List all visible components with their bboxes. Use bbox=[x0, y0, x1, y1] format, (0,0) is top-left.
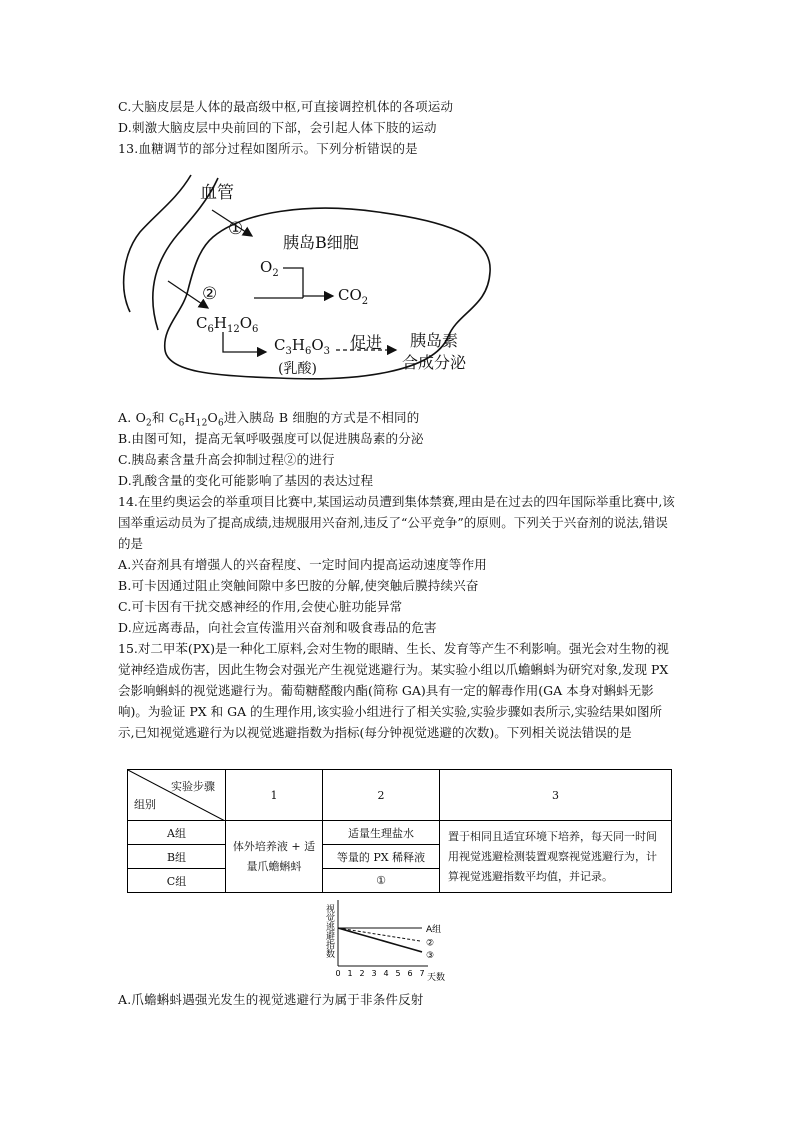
q14-stem: 14.在里约奥运会的举重项目比赛中,某国运动员遭到集体禁赛,理由是在过去的四年国际举重比赛中,该国举重运动员为了提高成绩,违规服用兴奋剂,违反了“公平竞争”的原则。下列关于兴奋剂的说法,错误的是 bbox=[118, 494, 675, 551]
x-tick-label: 5 bbox=[395, 969, 401, 978]
x-axis-label: 天数 bbox=[427, 973, 446, 983]
corner-top-label: 实验步骤 bbox=[171, 780, 215, 793]
vessel-label: 血管 bbox=[200, 183, 234, 203]
arrow-glucose-to-lactic bbox=[223, 332, 266, 352]
series-line-3 bbox=[338, 928, 422, 952]
step-header-3: 3 bbox=[440, 770, 672, 821]
q15-stem: 15.对二甲苯(PX)是一种化工原料,会对生物的眼睛、生长、发育等产生不利影响。强光会对生物的视觉神经造成伤害，因此生物会对强光产生视觉逃避行为。某实验小组以爪蟾蝌蚪为研究对象,发现 PX 会影响蝌蚪的视觉逃避行为。葡萄糖醛酸内酯(简称 GA)具有一定的解毒作用(GA 本身对蝌蚪无影响)。为验证 PX 和 GA 的生理作用,该实验小组进行了相关实验,实验步骤如表所示,实验结果如图所示,已知视觉逃避行为以视觉逃避指数为指标(每分钟视觉逃避的次数)。下列相关说法错误的是 bbox=[118, 641, 669, 740]
path1-marker: ① bbox=[228, 219, 244, 239]
q12-option-d: D.刺激大脑皮层中央前回的下部，会引起人体下肢的运动 bbox=[118, 120, 437, 135]
q13-option-a: A. $O_2$和 $C_6H_{12}O_6$进入胰岛 B 细胞的方式是不相同的 bbox=[118, 410, 420, 429]
y-axis-label: 视觉逃避指数 bbox=[324, 904, 334, 958]
step-header-1: 1 bbox=[226, 770, 323, 821]
q14-option-a: A.兴奋剂具有增强人的兴奋程度、一定时间内提高运动速度等作用 bbox=[118, 557, 488, 572]
blood-glucose-diagram bbox=[118, 172, 498, 387]
group-a: A组 bbox=[128, 821, 226, 845]
q14-option-c: C.可卡因有干扰交感神经的作用,会使心脏功能异常 bbox=[118, 599, 403, 614]
lactic-name: (乳酸) bbox=[278, 361, 317, 377]
x-tick-label: 4 bbox=[383, 969, 389, 978]
x-tick-label: 0 bbox=[335, 969, 341, 978]
path2-marker: ② bbox=[202, 284, 218, 304]
table-corner-cell bbox=[128, 770, 226, 821]
q12-option-c: C.大脑皮层是人体的最高级中枢,可直接调控机体的各项运动 bbox=[118, 99, 454, 114]
vessel-wall-outer bbox=[124, 175, 191, 312]
arrow-o2-to-co2 bbox=[283, 268, 303, 298]
x-tick-label: 3 bbox=[371, 969, 377, 978]
experiment-table bbox=[127, 769, 672, 893]
q15-option-a: A.爪蟾蝌蚪遇强光发生的视觉逃避行为属于非条件反射 bbox=[118, 992, 424, 1007]
glucose-formula: $C_6H_{12}O_6$ bbox=[196, 314, 259, 335]
q13-option-c: C.胰岛素含量升高会抑制过程②的进行 bbox=[118, 452, 335, 467]
o2-formula: $O_2$ bbox=[260, 258, 279, 279]
series-label-3: ③ bbox=[426, 950, 435, 961]
q13-stem: 13.血糖调节的部分过程如图所示。下列分析错误的是 bbox=[118, 141, 418, 156]
step3-cell: 置于相同且适宜环境下培养，每天同一时间用视觉逃避检测装置观察视觉逃避行为，计算视觉逃避指数平均值，并记录。 bbox=[440, 821, 672, 893]
x-tick-label: 7 bbox=[419, 969, 425, 978]
group-c: C组 bbox=[128, 869, 226, 893]
q13-option-b: B.由图可知，提高无氧呼吸强度可以促进胰岛素的分泌 bbox=[118, 431, 424, 446]
insulin-label-1: 胰岛素 bbox=[410, 331, 459, 350]
step2-group-b: 等量的 PX 稀释液 bbox=[323, 845, 440, 869]
q13-option-d: D.乳酸含量的变化可能影响了基因的表达过程 bbox=[118, 473, 374, 488]
co2-formula: $CO_2$ bbox=[338, 286, 369, 307]
corner-bottom-label: 组别 bbox=[134, 798, 156, 811]
q14-option-d: D.应远离毒品，向社会宣传滥用兴奋剂和吸食毒品的危害 bbox=[118, 620, 437, 635]
series-label-1: A组 bbox=[426, 925, 442, 935]
step2-group-c: ① bbox=[323, 869, 440, 893]
lactic-formula: $C_3H_6O_3$ bbox=[274, 336, 331, 357]
step1-cell: 体外培养液 + 适量爪蟾蝌蚪 bbox=[226, 821, 323, 893]
step-header-2: 2 bbox=[323, 770, 440, 821]
insulin-label-2: 合成分泌 bbox=[402, 353, 467, 372]
x-tick-label: 1 bbox=[347, 969, 353, 978]
step2-group-a: 适量生理盐水 bbox=[323, 821, 440, 845]
x-tick-label: 6 bbox=[407, 969, 413, 978]
promote-label: 促进 bbox=[350, 333, 383, 352]
group-b: B组 bbox=[128, 845, 226, 869]
x-tick-label: 2 bbox=[359, 969, 365, 978]
result-chart bbox=[318, 896, 468, 984]
q14-option-b: B.可卡因通过阻止突触间隙中多巴胺的分解,使突触后膜持续兴奋 bbox=[118, 578, 479, 593]
series-label-2: ② bbox=[426, 938, 435, 949]
cell-label: 胰岛B细胞 bbox=[283, 233, 359, 252]
